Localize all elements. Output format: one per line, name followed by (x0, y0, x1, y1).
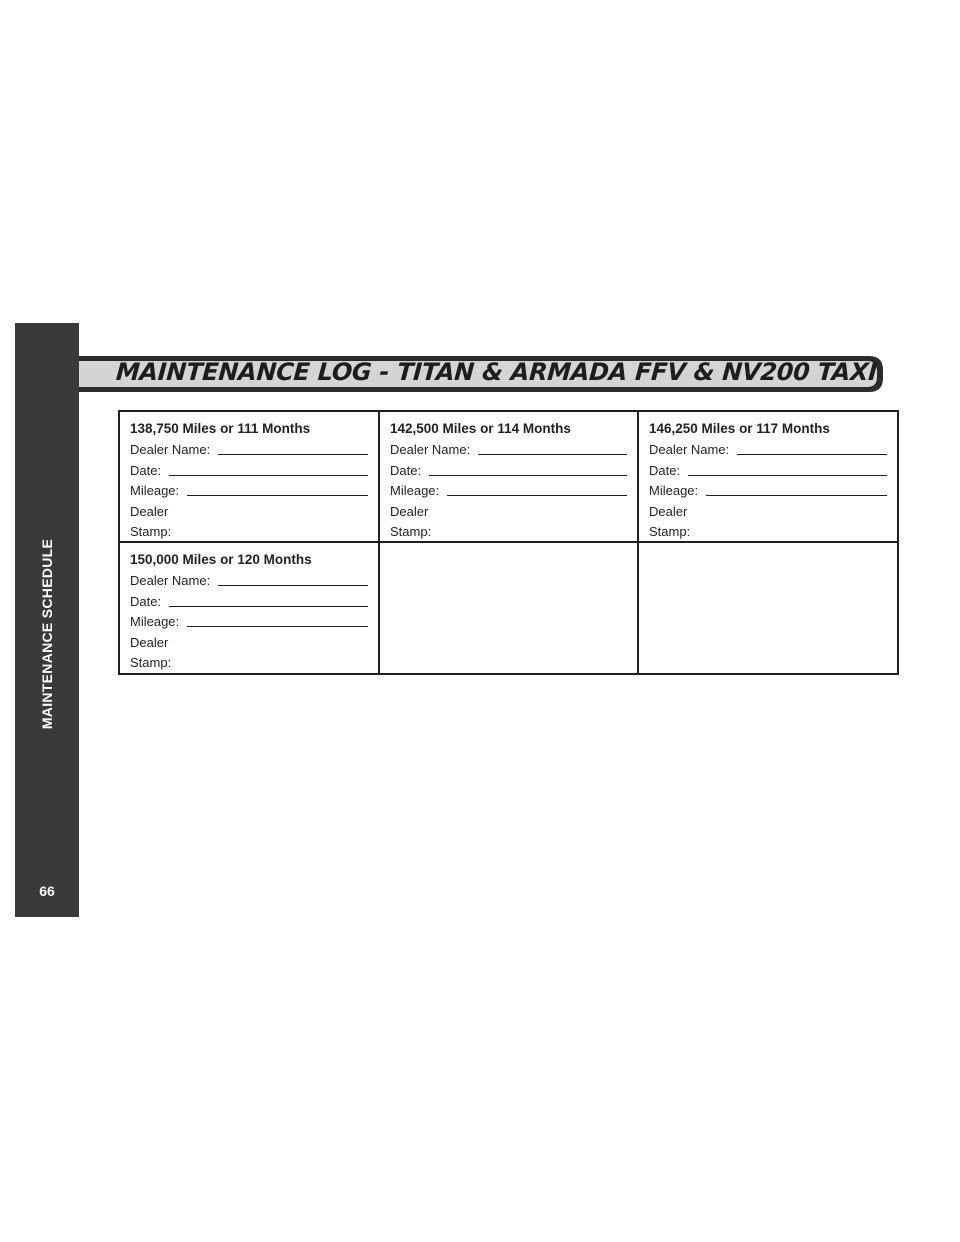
date-label: Date: (649, 462, 681, 478)
dealer-name-label: Dealer Name: (649, 442, 730, 457)
date-line (169, 475, 368, 476)
mileage-field (130, 481, 368, 501)
mileage-label: Mileage: (649, 483, 699, 498)
dealer-name-label: Dealer Name: (390, 442, 471, 457)
mileage-field (130, 612, 368, 632)
date-label: Date: (130, 593, 162, 609)
entry-heading: 142,500 Miles or 114 Months (390, 421, 571, 436)
dealer-name-field (649, 440, 887, 460)
dealer-name-field (130, 571, 368, 591)
mileage-field (390, 481, 627, 501)
log-entry (120, 543, 380, 674)
dealer-name-label: Dealer Name: (130, 442, 211, 457)
date-field (130, 461, 368, 481)
dealer-name-line (478, 454, 627, 455)
date-line (688, 475, 887, 476)
page-title: MAINTENANCE LOG - TITAN & ARMADA FFV & NV200 TAXI (115, 358, 878, 386)
stamp-label: Stamp: (130, 655, 172, 670)
date-label: Date: (130, 462, 162, 478)
date-field (130, 592, 368, 612)
log-entry (639, 412, 897, 543)
dealer-name-label: Dealer Name: (130, 573, 211, 588)
dealer-label: Dealer (130, 634, 169, 650)
mileage-line (187, 626, 368, 627)
date-field (390, 461, 627, 481)
page-number: 66 (39, 883, 55, 899)
dealer-label: Dealer (390, 503, 429, 519)
stamp-label: Stamp: (649, 524, 691, 539)
date-line (429, 475, 627, 476)
entry-heading: 150,000 Miles or 120 Months (130, 552, 312, 567)
mileage-field (649, 481, 887, 501)
dealer-name-line (218, 454, 368, 455)
section-tab-label: MAINTENANCE SCHEDULE (39, 538, 55, 730)
dealer-name-field (390, 440, 627, 460)
date-field (649, 461, 887, 481)
mileage-line (187, 495, 368, 496)
log-entry (120, 412, 380, 543)
title-banner (79, 352, 886, 396)
mileage-label: Mileage: (130, 614, 180, 629)
mileage-label: Mileage: (390, 483, 440, 498)
stamp-label: Stamp: (130, 524, 172, 539)
entry-heading: 138,750 Miles or 111 Months (130, 421, 311, 436)
entry-heading: 146,250 Miles or 117 Months (649, 421, 830, 436)
log-entry (380, 412, 639, 543)
dealer-label: Dealer (130, 503, 169, 519)
mileage-line (706, 495, 887, 496)
empty-log-cell (639, 543, 897, 674)
mileage-line (447, 495, 627, 496)
dealer-name-line (218, 585, 368, 586)
maintenance-log-table (118, 410, 899, 675)
dealer-label: Dealer (649, 503, 688, 519)
dealer-name-field (130, 440, 368, 460)
stamp-label: Stamp: (390, 524, 432, 539)
mileage-label: Mileage: (130, 483, 180, 498)
date-line (169, 606, 368, 607)
empty-log-cell (380, 543, 639, 674)
dealer-name-line (737, 454, 887, 455)
date-label: Date: (390, 462, 422, 478)
